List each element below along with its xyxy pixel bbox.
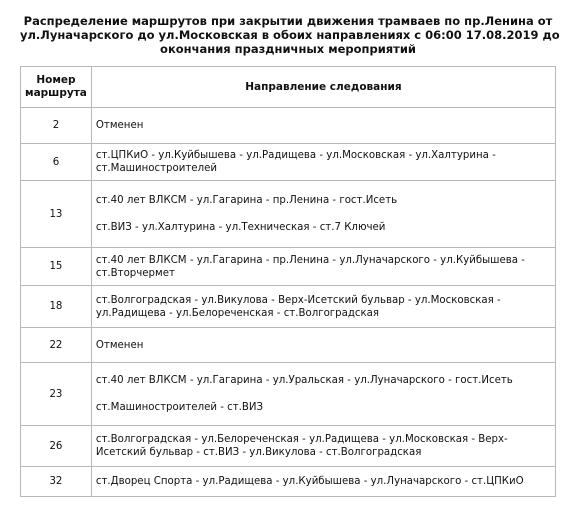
route-number: 18 [21, 286, 92, 328]
route-number: 26 [21, 426, 92, 467]
route-direction-line: ст.Машиностроителей - ст.ВИЗ [95, 402, 264, 413]
route-direction-line: ст.40 лет ВЛКСМ - ул.Гагарина - пр.Ленина - гост.Исеть [95, 195, 398, 206]
route-direction [91, 467, 555, 497]
route-direction-line: ст.Волгоградская - ул.Белореченская - ул.Радищева - ул.Московская - Верх-Исетский бульвар - ст.ВИЗ - ул.Викулова - ст.Волгоградская [95, 434, 508, 458]
route-number: 6 [21, 144, 92, 181]
table-row [21, 467, 556, 497]
table-row [21, 328, 556, 363]
column-header-number [21, 67, 92, 108]
table-row [21, 363, 556, 426]
route-direction-line: Отменен [95, 120, 144, 131]
table-row [21, 108, 556, 144]
route-direction-line: ст.ВИЗ - ул.Халтурина - ул.Техническая - ст.7 Ключей [95, 222, 386, 233]
route-number: 15 [21, 248, 92, 286]
route-direction [91, 286, 555, 328]
routes-table [20, 66, 556, 497]
route-number: 23 [21, 363, 92, 426]
route-direction [91, 426, 555, 467]
header-number-line1: Номер [36, 74, 76, 86]
route-direction-line: ст.ЦПКиО - ул.Куйбышева - ул.Радищева - ул.Московская - ул.Халтурина - ст.Машиностроителей [95, 150, 496, 174]
route-direction [91, 181, 555, 248]
route-direction-line: ст.Дворец Спорта - ул.Радищева - ул.Куйбышева - ул.Луначарского - ст.ЦПКиО [95, 476, 524, 487]
table-row [21, 144, 556, 181]
route-direction [91, 363, 555, 426]
route-direction [91, 328, 555, 363]
route-direction-line: ст.40 лет ВЛКСМ - ул.Гагарина - пр.Ленина - ул.Луначарского - ул.Куйбышева - ст.Вторчермет [95, 254, 525, 279]
table-row [21, 426, 556, 467]
table-header-row [21, 67, 556, 108]
table-row [21, 286, 556, 328]
route-direction [91, 248, 555, 286]
column-header-direction: Направление следования [91, 67, 555, 108]
route-direction [91, 108, 555, 144]
page-title [0, 0, 576, 56]
route-number: 32 [21, 467, 92, 497]
route-direction [91, 144, 555, 181]
route-direction-line: ст.40 лет ВЛКСМ - ул.Гагарина - ул.Уральская - ул.Луначарского - гост.Исеть [95, 375, 513, 386]
route-direction-line: Отменен [95, 339, 144, 351]
title-line-2: ул.Луначарского до ул.Московская в обоих направлениях с 06:00 17.08.2019 до [20, 28, 560, 42]
title-line-3: окончания праздничных мероприятий [160, 42, 416, 56]
route-number: 22 [21, 328, 92, 363]
header-number-line2: маршрута [25, 87, 87, 99]
table-row [21, 248, 556, 286]
route-direction-line: ст.Волгоградская - ул.Викулова - Верх-Исетский бульвар - ул.Московская - ул.Радищева - ул.Белореченская - ст.Волгоградская [95, 294, 501, 319]
route-number: 13 [21, 181, 92, 248]
title-line-1: Распределение маршрутов при закрытии движения трамваев по пр.Ленина от [23, 14, 553, 28]
route-number: 2 [21, 108, 92, 144]
table-row [21, 181, 556, 248]
